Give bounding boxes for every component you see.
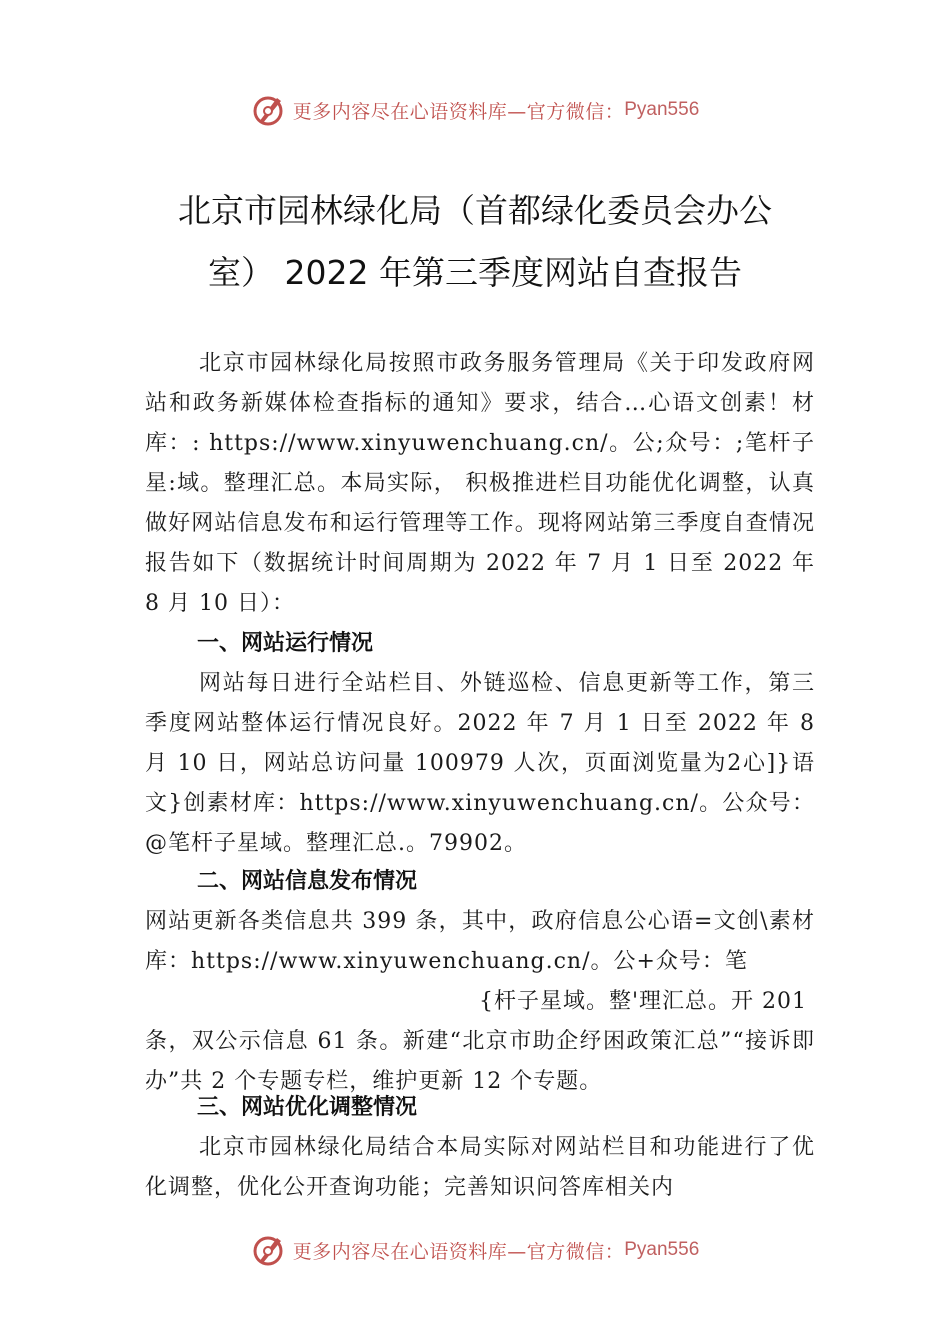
section-3 [145,1088,815,1208]
watermark-id: Pyan556 [624,99,700,120]
section-text-1: 网站每日进行全站栏目、外链巡检、信息更新等工作，第三季度网站整体运行情况良好。2022 年 7 月 1 日至 2022 年 8 月 10 日，网站总访问量 100979 人次，页面浏览量为2心]}语文}创素材库：https://www.xinyuwenchuang.cn/。公众号：@笔杆子星域。整理汇总.。79902。 [145,671,815,856]
quill-seal-icon [251,1232,287,1268]
watermark-id: Pyan556 [624,1239,700,1260]
title-line-2: 室） 2022 年第三季度网站自查报告 [208,253,742,292]
section-intro-and-1 [145,344,815,864]
section-heading-2: 二、网站信息发布情况 [197,869,418,894]
watermark-footer [0,1232,950,1268]
watermark-text: 更多内容尽在心语资料库—官方微信： [292,100,625,123]
section-2 [145,862,815,1102]
document-title [100,180,850,304]
quill-seal-icon [251,92,287,128]
intro-paragraph: 北京市园林绿化局按照市政务服务管理局《关于印发政府网站和政务新媒体检查指标的通知》要求，结合…心语文创素！材库：: https://www.xinyuwenchuang.cn/。公;众号：;笔杆子星:域。整理汇总。本局实际， 积极推进栏目功能优化调整，认真做好网站信息发布和运行管理等工作。现将网站第三季度自查情况报告如下（数据统计时间周期为 2022 年 7 月 1 日至 2022 年 8 月 10 日）： [145,351,815,616]
watermark-header [0,92,950,128]
watermark-text: 更多内容尽在心语资料库—官方微信： [292,1240,625,1263]
section-text-3: 北京市园林绿化局结合本局实际对网站栏目和功能进行了优化调整，优化公开查询功能；完善知识问答库相关内 [145,1135,815,1200]
section-text-2a: 网站更新各类信息共 399 条，其中，政府信息公心语=文创\素材库：https://www.xinyuwenchuang.cn/。公+众号：笔 [145,909,815,974]
section-heading-1: 一、网站运行情况 [197,631,374,656]
section-text-2b: {杆子星域。整'理汇总。开 201 [478,989,807,1014]
section-text-2c: 条，双公示信息 61 条。新建“北京市助企纾困政策汇总”“接诉即办”共 2 个专题专栏，维护更新 12 个专题。 [145,1029,815,1094]
title-line-1: 北京市园林绿化局（首都绿化委员会办公 [178,191,772,230]
section-heading-3: 三、网站优化调整情况 [197,1095,418,1120]
